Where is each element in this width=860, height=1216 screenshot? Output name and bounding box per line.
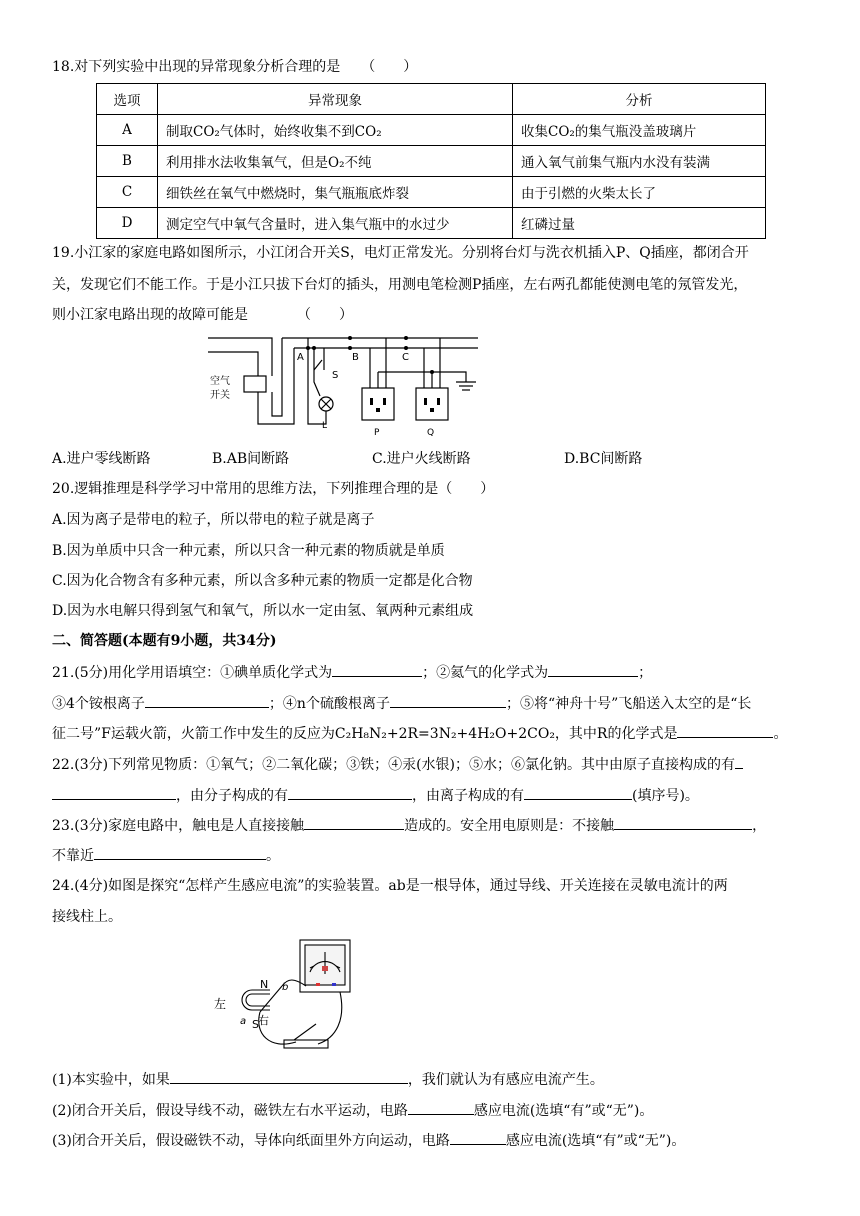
node-label: C <box>402 352 409 363</box>
q19-option-a: A.进户零线断路 <box>52 451 151 467</box>
answer-blank[interactable] <box>332 662 422 677</box>
q24-sub2 <box>52 1100 653 1121</box>
row-option: B <box>97 146 158 177</box>
q20-option-c: C.因为化合物含有多种元素，所以含多种元素的物质一定都是化合物 <box>52 573 473 589</box>
q23-text: 。 <box>266 848 280 864</box>
figure-label: 左 <box>214 997 227 1011</box>
answer-blank[interactable] <box>450 1130 506 1145</box>
row-phenomenon: 制取CO₂气体时，始终收集不到CO₂ <box>158 115 513 146</box>
q23-text: 不靠近 <box>52 848 94 864</box>
circuit-diagram <box>200 332 500 442</box>
answer-blank[interactable] <box>94 845 266 860</box>
socket-label: P <box>374 428 380 438</box>
q19-option-b: B.AB间断路 <box>212 451 290 467</box>
q22-line2 <box>52 785 699 806</box>
q21-line2 <box>52 693 751 714</box>
q24-text: (3)闭合开关后，假设磁铁不动，导体向纸面里外方向运动，电路 <box>52 1133 450 1149</box>
q21-text: ；④n个硫酸根离子 <box>268 696 390 712</box>
answer-blank[interactable] <box>170 1069 408 1084</box>
row-option: D <box>97 208 158 239</box>
answer-blank[interactable] <box>288 785 412 800</box>
q21-line1 <box>52 662 652 683</box>
row-option: A <box>97 115 158 146</box>
q21-text: 征二号”F运载火箭，火箭工作中发生的反应为C₂H₈N₂+2R=3N₂+4H₂O+2CO₂，其中R的化学式是 <box>52 726 678 742</box>
q24-text: (1)本实验中，如果 <box>52 1072 170 1088</box>
q21-text: ；②氦气的化学式为 <box>422 665 549 681</box>
table-row <box>97 146 766 177</box>
table-row <box>97 115 766 146</box>
row-analysis: 收集CO₂的集气瓶没盖玻璃片 <box>513 115 766 146</box>
switch-label: S <box>332 370 339 381</box>
q23-line1 <box>52 815 766 836</box>
row-analysis: 由于引燃的火柴太长了 <box>513 177 766 208</box>
q18-stem: 18.对下列实验中出现的异常现象分析合理的是 （ ） <box>52 59 418 75</box>
q20-option-d: D.因为水电解只得到氢气和氧气，所以水一定由氢、氧两种元素组成 <box>52 603 474 619</box>
q22-text: ，由分子构成的有 <box>176 788 288 804</box>
header-phenomenon: 异常现象 <box>158 84 513 115</box>
answer-blank[interactable] <box>52 785 176 800</box>
breaker-label: 空气 <box>210 376 230 387</box>
socket-label: Q <box>427 428 435 438</box>
node-label: B <box>352 352 359 363</box>
q19-line1: 19.小江家的家庭电路如图所示，小江闭合开关S，电灯正常发光。分别将台灯与洗衣机插入P、Q插座，都闭合开 <box>52 245 749 261</box>
figure-label: a <box>240 1016 247 1027</box>
answer-blank[interactable] <box>145 693 269 708</box>
answer-blank[interactable] <box>304 815 404 830</box>
q24-sub3 <box>52 1130 685 1151</box>
figure-label: 右 <box>258 1014 269 1027</box>
q24-sub1 <box>52 1069 604 1090</box>
q20-stem: 20.逻辑推理是科学学习中常用的思维方法，下列推理合理的是（ ） <box>52 481 495 497</box>
section-heading: 二、简答题(本题有9小题，共34分) <box>52 633 277 649</box>
q21-text: ；⑤将“神舟十号”飞船送入太空的是“长 <box>505 696 752 712</box>
table-row <box>97 177 766 208</box>
answer-blank[interactable] <box>408 1100 474 1115</box>
row-analysis: 红磷过量 <box>513 208 766 239</box>
figure-label: b <box>282 982 289 993</box>
q24-text: (2)闭合开关后，假设导线不动，磁铁左右水平运动，电路 <box>52 1103 408 1119</box>
q22-line1 <box>52 754 743 775</box>
q21-line3 <box>52 723 787 744</box>
row-analysis: 通入氧气前集气瓶内水没有装满 <box>513 146 766 177</box>
figure-label: S <box>252 1018 259 1031</box>
q19-option-c: C.进户火线断路 <box>372 451 471 467</box>
lamp-label: L <box>322 421 328 431</box>
q19-line3: 则小江家电路出现的故障可能是 （ ） <box>52 307 353 323</box>
q24-line2: 接线柱上。 <box>52 909 122 925</box>
header-analysis: 分析 <box>513 84 766 115</box>
row-phenomenon: 测定空气中氧气含量时，进入集气瓶中的水过少 <box>158 208 513 239</box>
q21-text: ； <box>638 665 653 681</box>
q18-table <box>96 83 766 239</box>
answer-blank[interactable] <box>524 785 632 800</box>
q19-line2: 关，发现它们不能工作。于是小江只拔下台灯的插头，用测电笔检测P插座，左右两孔都能使测电笔的氖管发光， <box>52 277 748 293</box>
header-option: 选项 <box>97 84 158 115</box>
q22-text: (填序号)。 <box>632 788 699 804</box>
q24-text: ，我们就认为有感应电流产生。 <box>407 1072 604 1088</box>
q24-line1: 24.(4分)如图是探究“怎样产生感应电流”的实验装置。ab是一根导体，通过导线、开关连接在灵敏电流计的两 <box>52 878 728 894</box>
answer-blank[interactable] <box>677 723 773 738</box>
answer-blank[interactable] <box>735 754 743 769</box>
induction-apparatus-diagram <box>210 938 360 1062</box>
breaker-label: 开关 <box>210 390 230 401</box>
row-phenomenon: 利用排水法收集氧气，但是O₂不纯 <box>158 146 513 177</box>
q21-text: ③4个铵根离子 <box>52 696 145 712</box>
q20-option-b: B.因为单质中只含一种元素，所以只含一种元素的物质就是单质 <box>52 543 445 559</box>
row-phenomenon: 细铁丝在氧气中燃烧时，集气瓶瓶底炸裂 <box>158 177 513 208</box>
q24-text: 感应电流(选填“有”或“无”)。 <box>473 1103 654 1119</box>
q19-option-d: D.BC间断路 <box>564 451 643 467</box>
q21-text: 21.(5分)用化学用语填空：①碘单质化学式为 <box>52 665 333 681</box>
q20-option-a: A.因为离子是带电的粒子，所以带电的粒子就是离子 <box>52 512 375 528</box>
answer-blank[interactable] <box>614 815 752 830</box>
figure-label: N <box>260 978 269 991</box>
q23-text: 造成的。安全用电原则是：不接触 <box>404 818 615 834</box>
answer-blank[interactable] <box>390 693 506 708</box>
table-row <box>97 208 766 239</box>
q22-text: 22.(3分)下列常见物质：①氧气；②二氧化碳；③铁；④汞(水银)；⑤水；⑥氯化钠。其中由原子直接构成的有 <box>52 757 736 773</box>
row-option: C <box>97 177 158 208</box>
q23-text: ， <box>752 818 767 834</box>
q23-line2 <box>52 845 280 866</box>
node-label: A <box>297 352 304 363</box>
q21-text: 。 <box>773 726 788 742</box>
answer-blank[interactable] <box>548 662 638 677</box>
q22-text: ，由离子构成的有 <box>412 788 524 804</box>
q24-text: 感应电流(选填“有”或“无”)。 <box>505 1133 686 1149</box>
q23-text: 23.(3分)家庭电路中，触电是人直接接触 <box>52 818 305 834</box>
